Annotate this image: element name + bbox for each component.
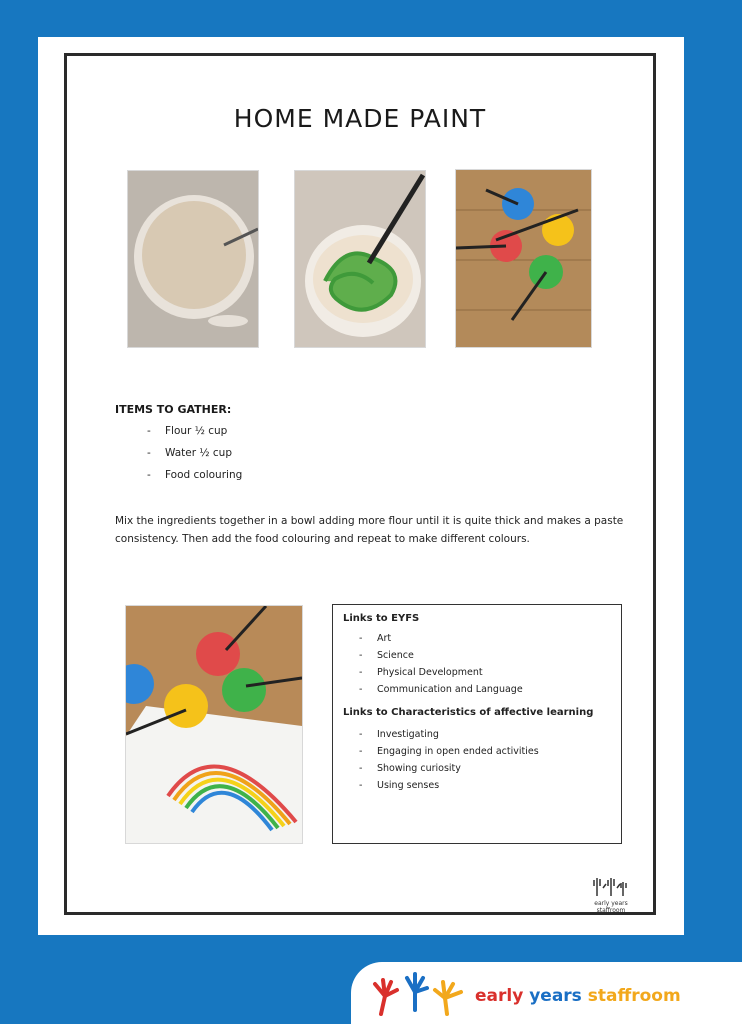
photo-rainbow-painting — [125, 605, 303, 844]
brand-badge — [351, 962, 742, 1024]
mini-logo — [581, 876, 641, 924]
mini-logo-text: early years staffroom — [594, 900, 628, 914]
photo-flour-paste — [127, 170, 259, 348]
list-item: - Water ½ cup — [147, 442, 242, 464]
list-item: - Science — [359, 647, 611, 664]
brand-word-years: years — [529, 986, 582, 1006]
links-eyfs-heading: Links to EYFS — [343, 613, 420, 624]
document-title: HOME MADE PAINT — [233, 104, 487, 133]
links-characteristics-heading: Links to Characteristics of affective learning — [343, 707, 594, 718]
brand-name — [475, 986, 681, 1006]
document-frame — [64, 53, 656, 915]
brand-word-staffroom: staffroom — [587, 986, 681, 1006]
document-page — [38, 37, 684, 935]
items-heading: ITEMS TO GATHER: — [115, 403, 232, 416]
photo-paint-pots — [455, 169, 592, 348]
items-list — [147, 420, 242, 486]
list-item: - Physical Development — [359, 664, 611, 681]
list-item: - Communication and Language — [359, 681, 611, 698]
links-box — [332, 604, 622, 844]
list-item: - Engaging in open ended activities — [359, 743, 611, 760]
links-characteristics-list — [359, 726, 611, 794]
photo-green-mix — [294, 170, 426, 348]
list-item: - Using senses — [359, 777, 611, 794]
hands-icon — [591, 876, 631, 898]
list-item: - Showing curiosity — [359, 760, 611, 777]
brand-word-early: early — [475, 986, 524, 1006]
list-item: - Flour ½ cup — [147, 420, 242, 442]
list-item: - Art — [359, 630, 611, 647]
list-item: - Food colouring — [147, 464, 242, 486]
list-item: - Investigating — [359, 726, 611, 743]
hands-logo-icon — [363, 970, 467, 1018]
method-paragraph: Mix the ingredients together in a bowl adding more flour until it is quite thick and makes a paste consistency. Then add the food colouring and repeat to make different colours. — [115, 515, 624, 545]
links-eyfs-list — [359, 630, 611, 698]
